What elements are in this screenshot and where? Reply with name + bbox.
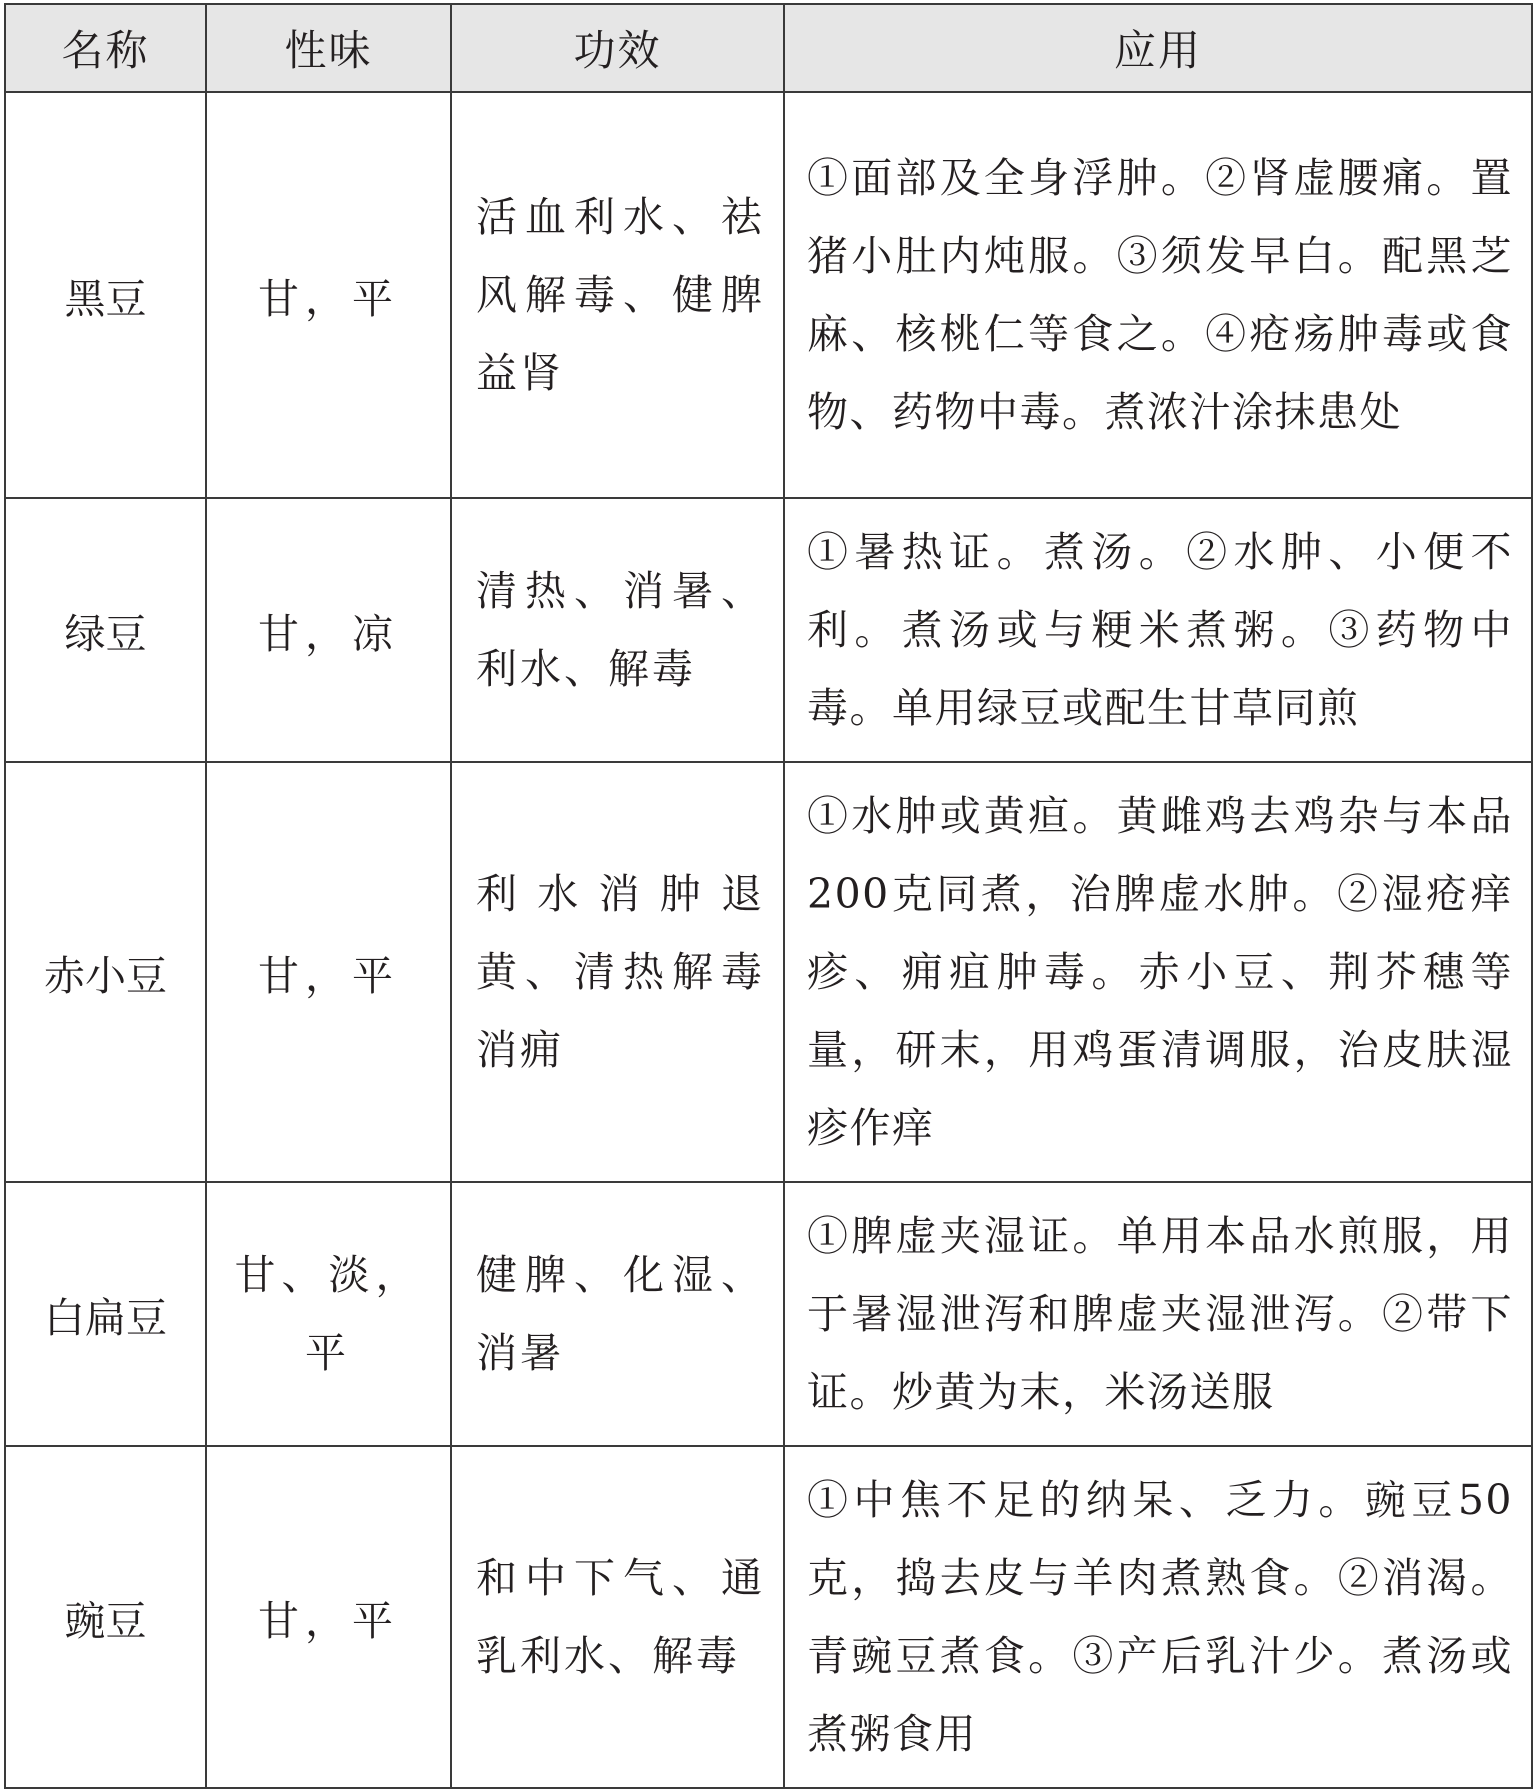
header-name: 名称 [5,4,206,92]
cell-usage: ①脾虚夹湿证。单用本品水煎服，用于暑湿泄泻和脾虚夹湿泄泻。②带下证。炒黄为末，米汤送服 [784,1182,1532,1446]
cell-taste: 甘，凉 [206,498,451,762]
cell-name: 豌豆 [5,1446,206,1788]
cell-usage: ①中焦不足的纳呆、乏力。豌豆50克，捣去皮与羊肉煮熟食。②消渴。青豌豆煮食。③产后乳汁少。煮汤或煮粥食用 [784,1446,1532,1788]
cell-effect: 和中下气、通乳利水、解毒 [451,1446,784,1788]
cell-effect: 活血利水、祛风解毒、健脾益肾 [451,92,784,498]
cell-usage: ①面部及全身浮肿。②肾虚腰痛。置猪小肚内炖服。③须发早白。配黑芝麻、核桃仁等食之。④疮疡肿毒或食物、药物中毒。煮浓汁涂抹患处 [784,92,1532,498]
header-row [5,4,1532,92]
cell-name: 白扁豆 [5,1182,206,1446]
cell-name: 黑豆 [5,92,206,498]
table-row [5,1446,1532,1788]
cell-effect: 健脾、化湿、消暑 [451,1182,784,1446]
table-row [5,1182,1532,1446]
header-usage: 应用 [784,4,1532,92]
cell-taste: 甘，平 [206,92,451,498]
cell-effect: 清热、消暑、利水、解毒 [451,498,784,762]
table-header [5,4,1532,92]
cell-usage: ①暑热证。煮汤。②水肿、小便不利。煮汤或与粳米煮粥。③药物中毒。单用绿豆或配生甘草同煎 [784,498,1532,762]
food-herb-table-container [4,3,1531,1789]
cell-effect: 利水消肿退黄、清热解毒消痈 [451,762,784,1182]
cell-taste: 甘，平 [206,1446,451,1788]
cell-usage: ①水肿或黄疸。黄雌鸡去鸡杂与本品200克同煮，治脾虚水肿。②湿疮痒疹、痈疽肿毒。赤小豆、荆芥穗等量，研末，用鸡蛋清调服，治皮肤湿疹作痒 [784,762,1532,1182]
table-row [5,92,1532,498]
header-taste: 性味 [206,4,451,92]
header-effect: 功效 [451,4,784,92]
cell-taste: 甘，平 [206,762,451,1182]
table-body [5,92,1532,1788]
cell-name: 赤小豆 [5,762,206,1182]
bean-properties-table [4,3,1533,1789]
cell-taste: 甘、淡，平 [206,1182,451,1446]
table-row [5,762,1532,1182]
table-row [5,498,1532,762]
cell-name: 绿豆 [5,498,206,762]
